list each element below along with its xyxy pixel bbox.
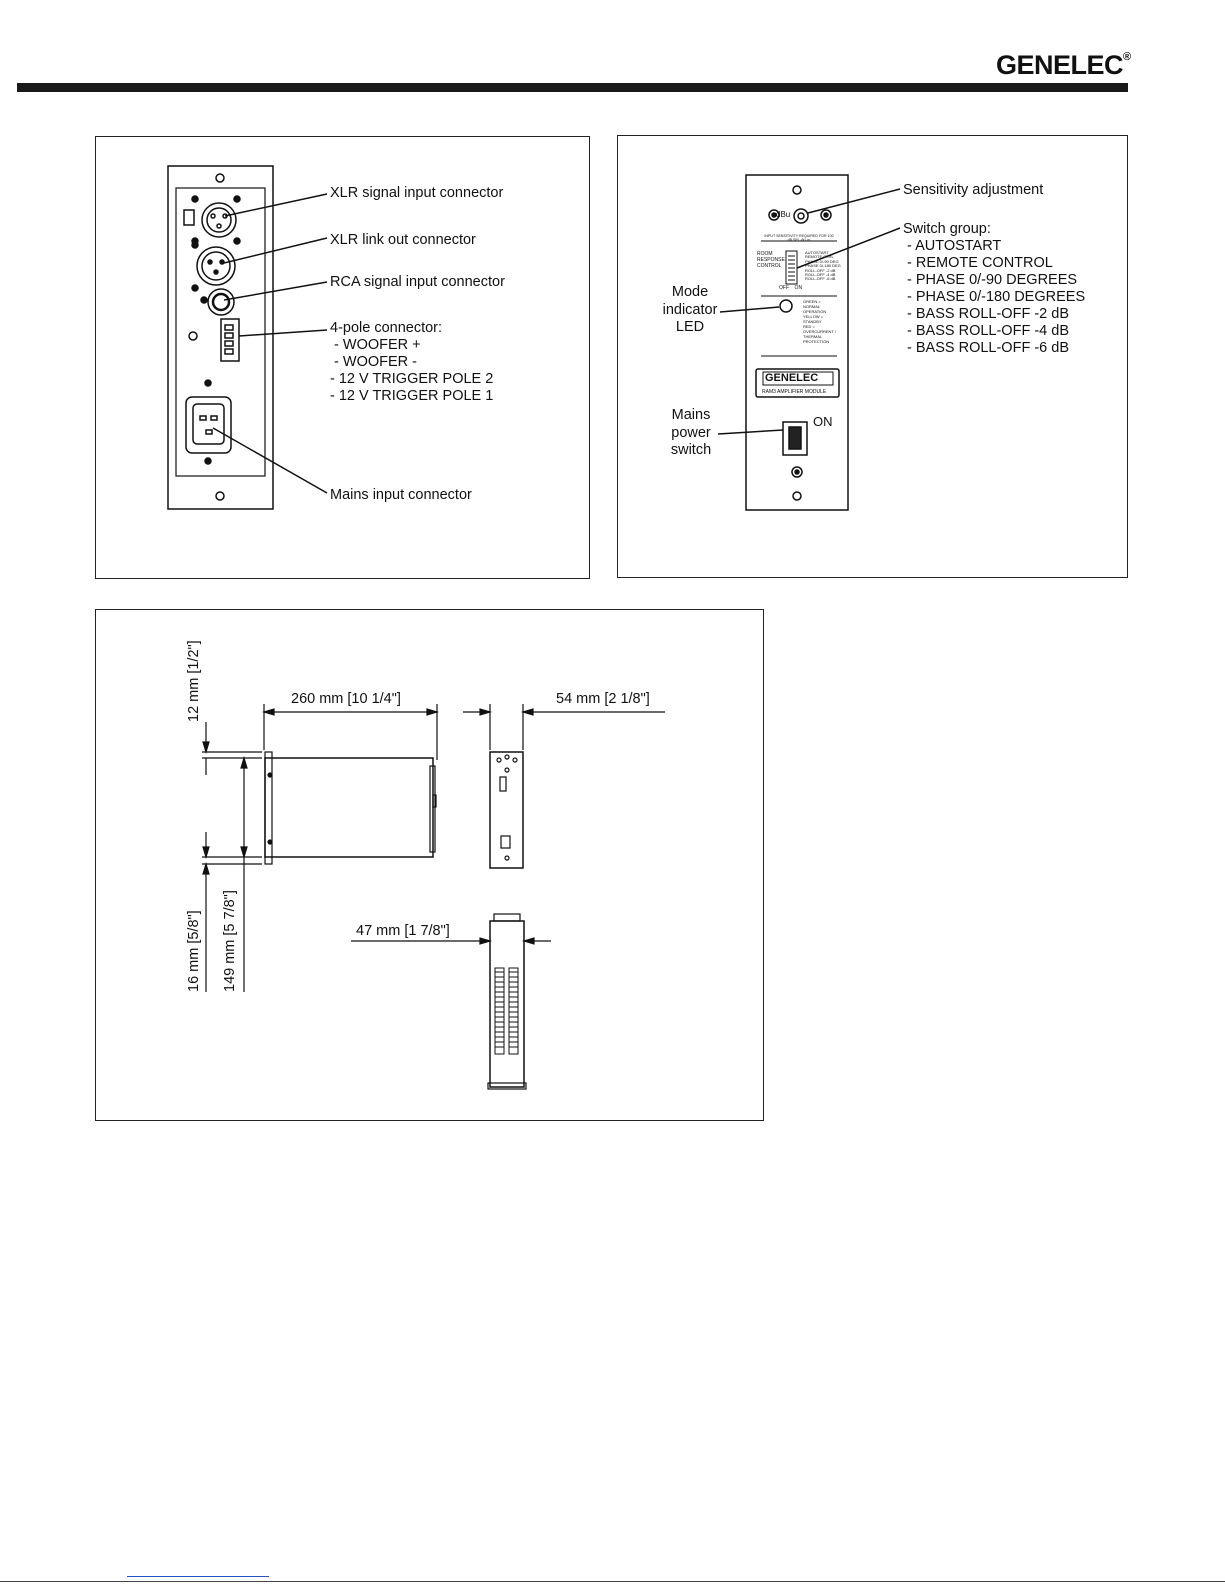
dim-width: 54 mm [2 1/8"] — [556, 691, 650, 707]
dim-top-offset: 12 mm [1/2"] — [186, 640, 202, 722]
module-name-print: RAM3 AMPLIFIER MODULE — [762, 389, 827, 395]
callout-four-pole-item: - 12 V TRIGGER POLE 1 — [330, 388, 494, 404]
callout-mode-led-line: LED — [675, 319, 705, 335]
vent-slots-right — [509, 968, 518, 1054]
callout-mode-led-line: Mode — [671, 284, 709, 300]
callout-xlr-link: XLR link out connector — [330, 232, 476, 248]
callout-four-pole-item: - 12 V TRIGGER POLE 2 — [330, 371, 494, 387]
led-state: OPERATION — [803, 309, 827, 314]
side-view-front-plate — [265, 752, 272, 864]
led-state: YELLOW = — [803, 314, 824, 319]
callout-rca-input: RCA signal input connector — [330, 274, 505, 290]
footer-rule — [0, 1581, 1225, 1582]
room-response-line: CONTROL — [757, 263, 782, 269]
switch-name: PHASE 0/-180 DEG — [805, 263, 841, 269]
callout-switch-item: - BASS ROLL-OFF -6 dB — [903, 340, 1069, 356]
switch-name: AUTOSTART — [805, 250, 829, 255]
led-state: STANDBY — [803, 319, 822, 324]
callout-switch-item: - PHASE 0/-90 DEGREES — [903, 272, 1078, 288]
callout-mains-switch-line: Mains — [671, 407, 711, 423]
on-label: ON — [813, 414, 833, 429]
registered-mark: ® — [1123, 51, 1131, 63]
switch-name: ROLL-OFF -6 dB — [805, 276, 836, 282]
side-view-body — [265, 758, 433, 857]
callout-switch-item: - BASS ROLL-OFF -2 dB — [903, 306, 1069, 322]
dim-depth: 260 mm [10 1/4"] — [291, 691, 401, 707]
vent-slots-left — [495, 968, 504, 1054]
off-on-print: OFF ON — [779, 285, 803, 291]
callout-switch-group-title: Switch group: — [903, 221, 991, 237]
footer-link-underline[interactable] — [127, 1576, 269, 1577]
vent-slot-lines — [495, 972, 518, 1047]
callout-four-pole-title: 4-pole connector: — [330, 320, 443, 336]
switch-name: PHASE 0/-90 DEG — [805, 258, 839, 264]
switch-name: ROLL-OFF -2 dB — [805, 267, 836, 273]
led-state: RED = — [803, 324, 815, 329]
callout-mains-input: Mains input connector — [330, 487, 472, 503]
dim-height: 149 mm [5 7/8"] — [222, 890, 238, 992]
front-view-small — [490, 752, 523, 868]
led-state: THERMAL — [803, 334, 823, 339]
callout-four-pole-item: - WOOFER - — [330, 354, 417, 370]
callout-switch-item: - REMOTE CONTROL — [903, 255, 1053, 271]
dim-body-width: 47 mm [1 7/8"] — [356, 923, 450, 939]
room-response-line: ROOM — [757, 251, 773, 257]
led-state: GREEN = — [803, 299, 821, 304]
dim-bottom-offset: 16 mm [5/8"] — [186, 910, 202, 992]
callout-switch-item: - BASS ROLL-OFF -4 dB — [903, 323, 1069, 339]
callout-mode-led-line: indicator — [662, 301, 718, 318]
callout-sensitivity: Sensitivity adjustment — [903, 182, 1044, 198]
switch-name: REMOTE CTRL — [805, 254, 834, 260]
sensitivity-header-print: INPUT SENSITIVITY REQUIRED FOR 100 dB SPL @1 m — [764, 234, 834, 242]
led-state: OVERCURRENT / — [803, 329, 837, 334]
callout-mains-switch-line: switch — [670, 442, 712, 458]
room-response-line: RESPONSE — [757, 257, 785, 263]
led-state: PROTECTION — [803, 339, 830, 344]
callout-xlr-input: XLR signal input connector — [330, 185, 504, 201]
callout-switch-item: - AUTOSTART — [903, 238, 1002, 254]
callout-four-pole-item: - WOOFER + — [330, 337, 421, 353]
switch-name: ROLL-OFF -4 dB — [805, 272, 836, 278]
brand-name: GENELEC — [996, 50, 1124, 80]
front-brand-print: GENELEC — [765, 372, 819, 384]
callout-mains-switch-line: power — [671, 424, 711, 441]
callout-switch-item: - PHASE 0/-180 DEGREES — [903, 289, 1086, 305]
dbu-label: dBu — [776, 210, 791, 219]
led-state: NORMAL — [803, 304, 821, 309]
